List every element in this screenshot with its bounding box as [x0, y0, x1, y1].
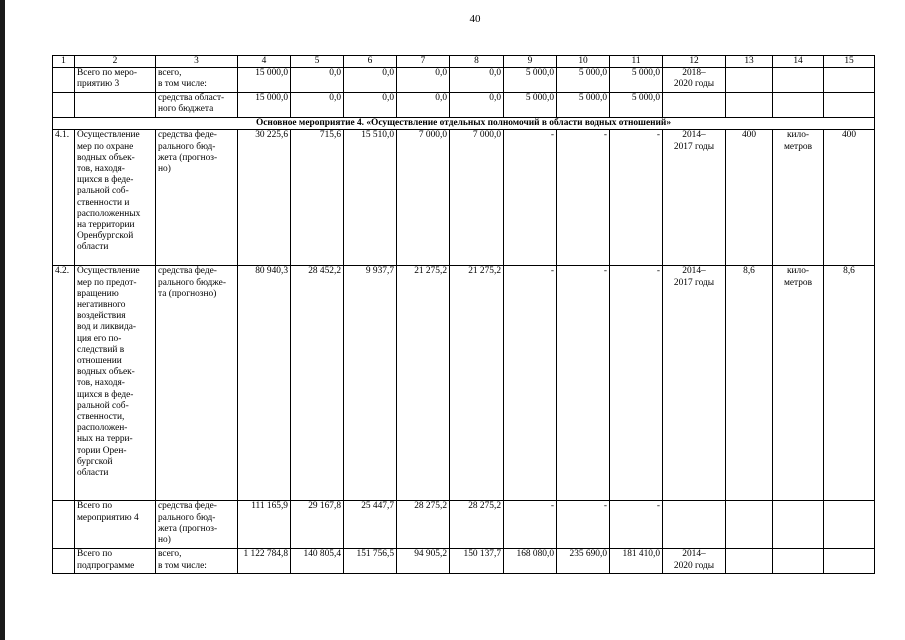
source-cell: средства феде- рального бюдже- та (прогнозно)	[156, 266, 238, 501]
empty-cell	[726, 501, 773, 549]
value-cell: 715,6	[291, 130, 344, 266]
budget-table	[52, 55, 875, 574]
header-cell: 2	[75, 56, 156, 68]
table-row-total-measure-3-regional	[53, 93, 875, 118]
empty-cell	[773, 68, 824, 93]
value-cell: 94 905,2	[397, 549, 450, 574]
table-row-total-measure-3	[53, 68, 875, 93]
value-cell: 150 137,7	[450, 549, 504, 574]
value-cell: -	[504, 266, 557, 501]
header-cell: 9	[504, 56, 557, 68]
value-cell: 0,0	[397, 68, 450, 93]
indicator-cell: 400	[726, 130, 773, 266]
header-cell: 1	[53, 56, 75, 68]
value-cell: 0,0	[450, 68, 504, 93]
empty-cell	[663, 93, 726, 118]
header-cell: 12	[663, 56, 726, 68]
value-cell: -	[610, 130, 663, 266]
value-cell: 5 000,0	[610, 93, 663, 118]
source-cell: всего, в том числе:	[156, 68, 238, 93]
value-cell: 80 940,3	[238, 266, 291, 501]
value-cell: 181 410,0	[610, 549, 663, 574]
header-cell: 11	[610, 56, 663, 68]
header-cell: 13	[726, 56, 773, 68]
value-cell: -	[610, 501, 663, 549]
period-cell: 2018– 2020 годы	[663, 68, 726, 93]
empty-cell	[773, 501, 824, 549]
value-cell: 0,0	[291, 93, 344, 118]
value-cell: 168 080,0	[504, 549, 557, 574]
source-cell: средства област- ного бюджета	[156, 93, 238, 118]
value-cell: 0,0	[450, 93, 504, 118]
value-cell: 140 805,4	[291, 549, 344, 574]
empty-cell	[773, 549, 824, 574]
value-cell: 28 275,2	[397, 501, 450, 549]
period-cell: 2014– 2020 годы	[663, 549, 726, 574]
value-cell: 5 000,0	[504, 68, 557, 93]
header-cell: 3	[156, 56, 238, 68]
table-row-total-measure-4	[53, 501, 875, 549]
value-cell: 5 000,0	[557, 68, 610, 93]
value-cell: 7 000,0	[397, 130, 450, 266]
source-cell: средства феде- рального бюд- жета (прогноз- но)	[156, 501, 238, 549]
value-cell: -	[504, 130, 557, 266]
value-cell: 29 167,8	[291, 501, 344, 549]
value-cell: -	[557, 266, 610, 501]
value-cell: 5 000,0	[557, 93, 610, 118]
name-cell: Осуществление мер по охране водных объек- тов, находя- щихся в феде- ральной соб- ственности и расположенных на территории Оренбургской области	[75, 130, 156, 266]
indicator-cell: 8,6	[726, 266, 773, 501]
value-cell: 5 000,0	[610, 68, 663, 93]
value-cell: 25 447,7	[344, 501, 397, 549]
period-cell: 2014– 2017 годы	[663, 266, 726, 501]
empty-cell	[726, 68, 773, 93]
scan-edge-bar	[0, 0, 5, 640]
value-cell: 111 165,9	[238, 501, 291, 549]
empty-cell	[824, 68, 875, 93]
num-cell	[53, 68, 75, 93]
name-cell: Всего по меро- приятию 3	[75, 68, 156, 93]
header-cell: 14	[773, 56, 824, 68]
name-cell: Осуществление мер по предот- вращению негативного воздействия вод и ликвида- ция его по- следствий в отношении водных объек- тов, находя- щихся в феде- ральной соб- ственности, расположен- ных на терри- тории Орен- бургской области	[75, 266, 156, 501]
value-cell: 21 275,2	[397, 266, 450, 501]
period-cell: 2014– 2017 годы	[663, 130, 726, 266]
value-cell: -	[504, 501, 557, 549]
empty-cell	[726, 93, 773, 118]
header-cell: 10	[557, 56, 610, 68]
num-cell	[53, 501, 75, 549]
table-row-4-2	[53, 266, 875, 501]
header-row	[53, 56, 875, 68]
name-cell	[75, 93, 156, 118]
value-cell: 15 000,0	[238, 93, 291, 118]
header-cell: 5	[291, 56, 344, 68]
header-cell: 7	[397, 56, 450, 68]
name-cell: Всего по подпрограмме	[75, 549, 156, 574]
unit-cell: кило- метров	[773, 266, 824, 501]
value-cell: 28 452,2	[291, 266, 344, 501]
value-cell: -	[610, 266, 663, 501]
value-cell: 5 000,0	[504, 93, 557, 118]
value-cell: 0,0	[344, 93, 397, 118]
value-cell: 21 275,2	[450, 266, 504, 501]
unit-cell: кило- метров	[773, 130, 824, 266]
num-cell: 4.1.	[53, 130, 75, 266]
page-number: 40	[469, 13, 481, 25]
value-cell: -	[557, 501, 610, 549]
value-cell: 1 122 784,8	[238, 549, 291, 574]
header-cell: 8	[450, 56, 504, 68]
value-cell: 9 937,7	[344, 266, 397, 501]
value-cell: 151 756,5	[344, 549, 397, 574]
section-title: Основное мероприятие 4. «Осуществление отдельных полномочий в области водных отношений»	[53, 118, 875, 130]
value-cell: 15 510,0	[344, 130, 397, 266]
value-cell: 0,0	[291, 68, 344, 93]
header-cell: 15	[824, 56, 875, 68]
value-cell: 235 690,0	[557, 549, 610, 574]
table-row-total-subprogram	[53, 549, 875, 574]
num-cell: 4.2.	[53, 266, 75, 501]
header-cell: 4	[238, 56, 291, 68]
value-cell: 28 275,2	[450, 501, 504, 549]
table-row-4-1	[53, 130, 875, 266]
empty-cell	[663, 501, 726, 549]
empty-cell	[824, 501, 875, 549]
empty-cell	[726, 549, 773, 574]
source-cell: средства феде- рального бюд- жета (прогноз- но)	[156, 130, 238, 266]
value-cell: 0,0	[344, 68, 397, 93]
section-title-row	[53, 118, 875, 130]
value-cell: -	[557, 130, 610, 266]
value-cell: 0,0	[397, 93, 450, 118]
value-cell: 7 000,0	[450, 130, 504, 266]
value-cell: 15 000,0	[238, 68, 291, 93]
value-cell: 30 225,6	[238, 130, 291, 266]
empty-cell	[824, 549, 875, 574]
indicator-cell: 400	[824, 130, 875, 266]
indicator-cell: 8,6	[824, 266, 875, 501]
source-cell: всего, в том числе:	[156, 549, 238, 574]
num-cell	[53, 549, 75, 574]
num-cell	[53, 93, 75, 118]
empty-cell	[824, 93, 875, 118]
empty-cell	[773, 93, 824, 118]
name-cell: Всего по мероприятию 4	[75, 501, 156, 549]
header-cell: 6	[344, 56, 397, 68]
